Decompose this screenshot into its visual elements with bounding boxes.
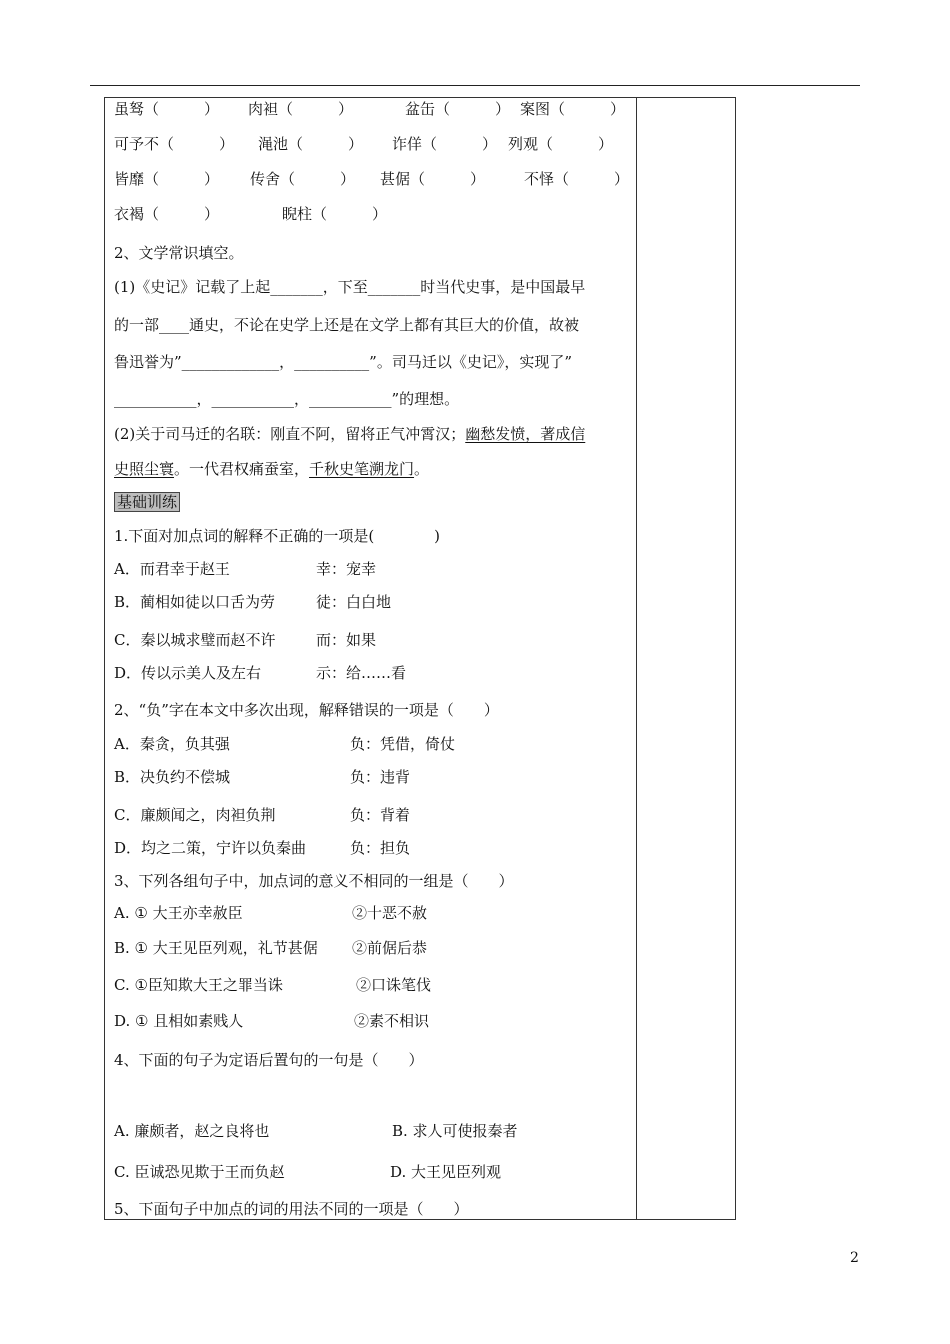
vocab-r2-c2: 渑池（ ） (258, 135, 364, 153)
q3-option-b: B. ① 大王见臣列观，礼节甚倨 (114, 939, 318, 957)
section2-p2-line1 (114, 423, 585, 444)
section2-p2-line2 (114, 458, 429, 479)
vocab-r1-c3: 盆缶（ ） (405, 100, 511, 118)
q4-option-d: D. 大王见臣列观 (390, 1163, 502, 1181)
section-badge: 基础训练 (114, 492, 180, 512)
q1-option-d: D．传以示美人及左右 (114, 664, 262, 682)
q3-stem: 3、下列各组句子中，加点词的意义不相同的一组是（ ） (114, 872, 514, 890)
q3-option-d-pair: ②素不相识 (354, 1012, 430, 1030)
q3-option-c: C. ①臣知欺大王之罪当诛 (114, 976, 283, 994)
q4-option-c: C. 臣诚恐见欺于王而负赵 (114, 1163, 285, 1181)
q3-option-a-pair: ②十恶不赦 (352, 904, 428, 922)
couplet-underlined-3: 千秋史笔溯龙门 (309, 460, 415, 478)
page-number: 2 (850, 1250, 859, 1266)
header-rule (90, 85, 860, 86)
section2-p1-line2: 的一部____通史，不论在史学上还是在文学上都有其巨大的价值，故被 (114, 316, 580, 334)
q2-option-a: A．秦贪，负其强 (114, 735, 230, 753)
vocab-r3-c1: 皆靡（ ） (114, 170, 220, 188)
q2-option-c-meaning: 负：背着 (350, 806, 411, 824)
q2-stem: 2、“负”字在本文中多次出现，解释错误的一项是（ ） (114, 701, 499, 719)
q2-option-c: C．廉颇闻之，肉袒负荆 (114, 806, 276, 824)
q2-option-a-meaning: 负：凭借，倚仗 (350, 735, 456, 753)
vocab-r2-c4: 列观（ ） (508, 135, 614, 153)
q1-option-b: B．蔺相如徒以口舌为劳 (114, 593, 276, 611)
vocab-r4-c2: 睨柱（ ） (282, 205, 388, 223)
couplet-end: 。 (414, 460, 430, 478)
q5-stem: 5、下面句子中加点的词的用法不同的一项是（ ） (114, 1200, 469, 1218)
q1-option-b-meaning: 徒：白白地 (316, 593, 392, 611)
q2-option-b-meaning: 负：违背 (350, 768, 411, 786)
q1-option-c: C．秦以城求璧而赵不许 (114, 631, 276, 649)
section2-title: 2、文学常识填空。 (114, 244, 244, 262)
q2-option-b: B．决负约不偿城 (114, 768, 231, 786)
q3-option-d: D. ① 且相如素贱人 (114, 1012, 244, 1030)
section2-p1-line4: ___________，___________，___________”的理想。 (114, 390, 460, 408)
q3-option-b-pair: ②前倨后恭 (352, 939, 428, 957)
q1-stem: 1.下面对加点词的解释不正确的一项是( ) (114, 527, 441, 545)
vocab-r4-c1: 衣褐（ ） (114, 205, 220, 223)
q4-option-b: B. 求人可使报秦者 (392, 1122, 518, 1140)
couplet-underlined-1: 幽愁发愤，著成信 (465, 425, 586, 443)
couplet-underlined-2: 史照尘寰 (114, 460, 175, 478)
vocab-r1-c1: 虽驽（ ） (114, 100, 220, 118)
q1-option-d-meaning: 示：给……看 (316, 664, 407, 682)
vocab-r2-c3: 诈佯（ ） (392, 135, 498, 153)
vocab-r3-c3: 甚倨（ ） (380, 170, 486, 188)
table-column-divider (636, 97, 637, 1220)
couplet-middle: 。一代君权痛蚕室， (174, 460, 310, 478)
section2-p1-line3: 鲁迅誉为”_____________，__________”。司马迁以《史记》，实现了” (114, 353, 573, 371)
basic-training-header (114, 491, 180, 512)
q2-option-d-meaning: 负：担负 (350, 839, 411, 857)
q3-option-a: A. ① 大王亦幸赦臣 (114, 904, 243, 922)
q4-stem: 4、下面的句子为定语后置句的一句是（ ） (114, 1051, 424, 1069)
q1-option-c-meaning: 而：如果 (316, 631, 377, 649)
vocab-r1-c2: 肉袒（ ） (248, 100, 354, 118)
section2-p1-line1: (1)《史记》记载了上起_______，下至_______时当代史事，是中国最早 (114, 278, 586, 296)
q2-option-d: D．均之二策，宁许以负秦曲 (114, 839, 307, 857)
couplet-prefix: (2)关于司马迁的名联：刚直不阿，留将正气冲霄汉； (114, 425, 466, 443)
q4-option-a: A. 廉颇者，赵之良将也 (114, 1122, 270, 1140)
q1-option-a-meaning: 幸：宠幸 (316, 560, 377, 578)
vocab-r2-c1: 可予不（ ） (114, 135, 235, 153)
vocab-r1-c4: 案图（ ） (520, 100, 626, 118)
vocab-r3-c2: 传舍（ ） (250, 170, 356, 188)
q1-option-a: A．而君幸于赵王 (114, 560, 230, 578)
q3-option-c-pair: ②口诛笔伐 (356, 976, 432, 994)
vocab-r3-c4: 不怿（ ） (524, 170, 630, 188)
